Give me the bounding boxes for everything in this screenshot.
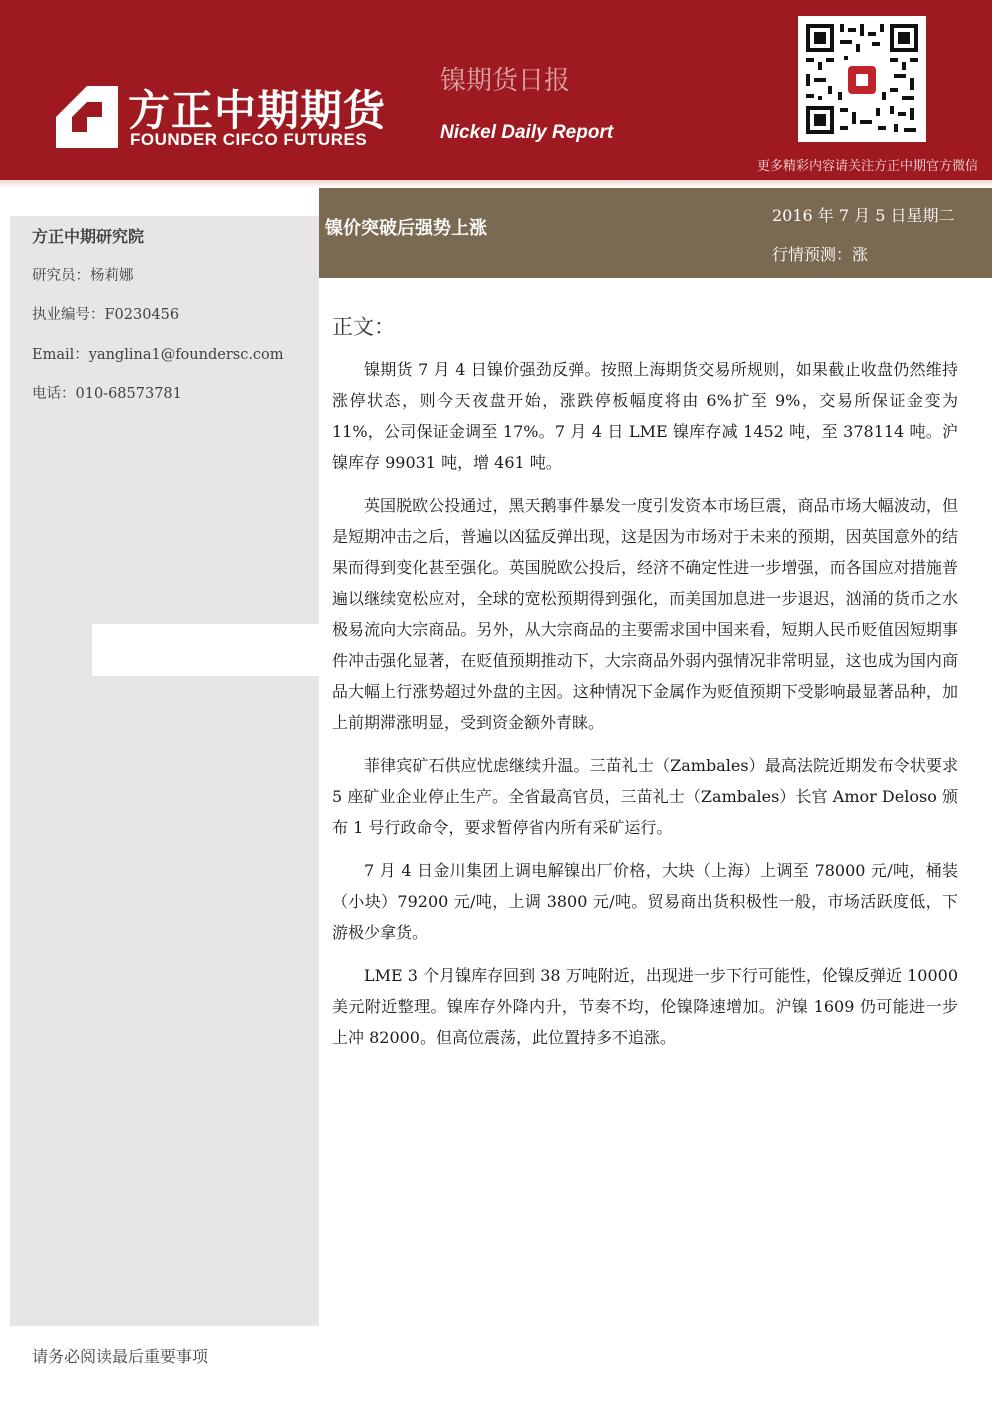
report-title-en: Nickel Daily Report — [440, 122, 614, 143]
license-number: 执业编号：F0230456 — [32, 307, 180, 323]
contact-email[interactable]: Email：yanglina1@foundersc.com — [32, 347, 284, 363]
paragraph: LME 3 个月镍库存回到 38 万吨附近，出现进一步下行可能性，伦镍反弹近 10000 美元附近整理。镍库存外降内升，节奏不均，伦镍降速增加。沪镍 1609 仍可能进一步上冲 82000。但高位震荡，此位置持多不追涨。 — [332, 966, 958, 1047]
header-divider — [0, 180, 992, 188]
wechat-follow-note: 更多精彩内容请关注方正中期官方微信 — [756, 159, 978, 174]
paragraph: 镍期货 7 月 4 日镍价强劲反弹。按照上海期货交易所规则，如果截止收盘仍然维持涨停状态，则今天夜盘开始，涨跌停板幅度将由 6%扩至 9%，交易所保证金变为 11%，公司保证金调至 17%。7 月 4 日 LME 镍库存减 1452 吨，至 378114 吨。沪镍库存 99031 吨，增 461 吨。 — [332, 360, 958, 472]
report-headline: 镍价突破后强势上涨 — [325, 218, 487, 239]
section-title: 正文： — [332, 315, 395, 339]
disclaimer-note: 请务必阅读最后重要事项 — [32, 1347, 209, 1366]
paragraph: 菲律宾矿石供应忧虑继续升温。三苗礼士（Zambales）最高法院近期发布令状要求 5 座矿业企业停止生产。全省最高官员，三苗礼士（Zambales）长官 Amor Deloso 颁布 1 号行政命令，要求暂停省内所有采矿运行。 — [332, 756, 958, 837]
report-body — [332, 354, 958, 1065]
wechat-qr-code-icon — [798, 16, 926, 142]
logo-wordmark-cn: 方正中期期货 — [128, 86, 387, 135]
sidebar-gap — [92, 624, 319, 676]
founder-logo-icon — [56, 86, 118, 148]
paragraph: 7 月 4 日金川集团上调电解镍出厂价格，大块（上海）上调至 78000 元/吨，桶装（小块）79200 元/吨，上调 3800 元/吨。贸易商出货积极性一般，市场活跃度低，下游极少拿货。 — [332, 861, 958, 942]
paragraph: 英国脱欧公投通过，黑天鹅事件暴发一度引发资本市场巨震，商品市场大幅波动，但是短期冲击之后，普遍以凶猛反弹出现，这是因为市场对于未来的预期，因英国意外的结果而得到变化甚至强化。英国脱欧公投后，经济不确定性进一步增强，而各国应对措施普遍以继续宽松应对，全球的宽松预期得到强化，而美国加息进一步退迟，汹涌的货币之水极易流向大宗商品。另外，从大宗商品的主要需求国中国来看，短期人民币贬值因短期事件冲击强化显著，在贬值预期推动下，大宗商品外弱内强情况非常明显，这也成为国内商品大幅上行涨势超过外盘的主因。这种情况下金属作为贬值预期下受影响最显著品种，加上前期滞涨明显，受到资金额外青睐。 — [332, 496, 958, 732]
report-date: 2016 年 7 月 5 日星期二 — [772, 206, 955, 225]
research-institute-name: 方正中期研究院 — [32, 227, 145, 246]
report-title-cn: 镍期货日报 — [440, 66, 571, 96]
market-forecast: 行情预测：涨 — [772, 245, 869, 264]
contact-phone: 电话：010-68573781 — [32, 386, 182, 402]
researcher-name: 研究员：杨莉娜 — [32, 268, 134, 284]
logo-wordmark-en: FOUNDER CIFCO FUTURES — [130, 130, 368, 149]
